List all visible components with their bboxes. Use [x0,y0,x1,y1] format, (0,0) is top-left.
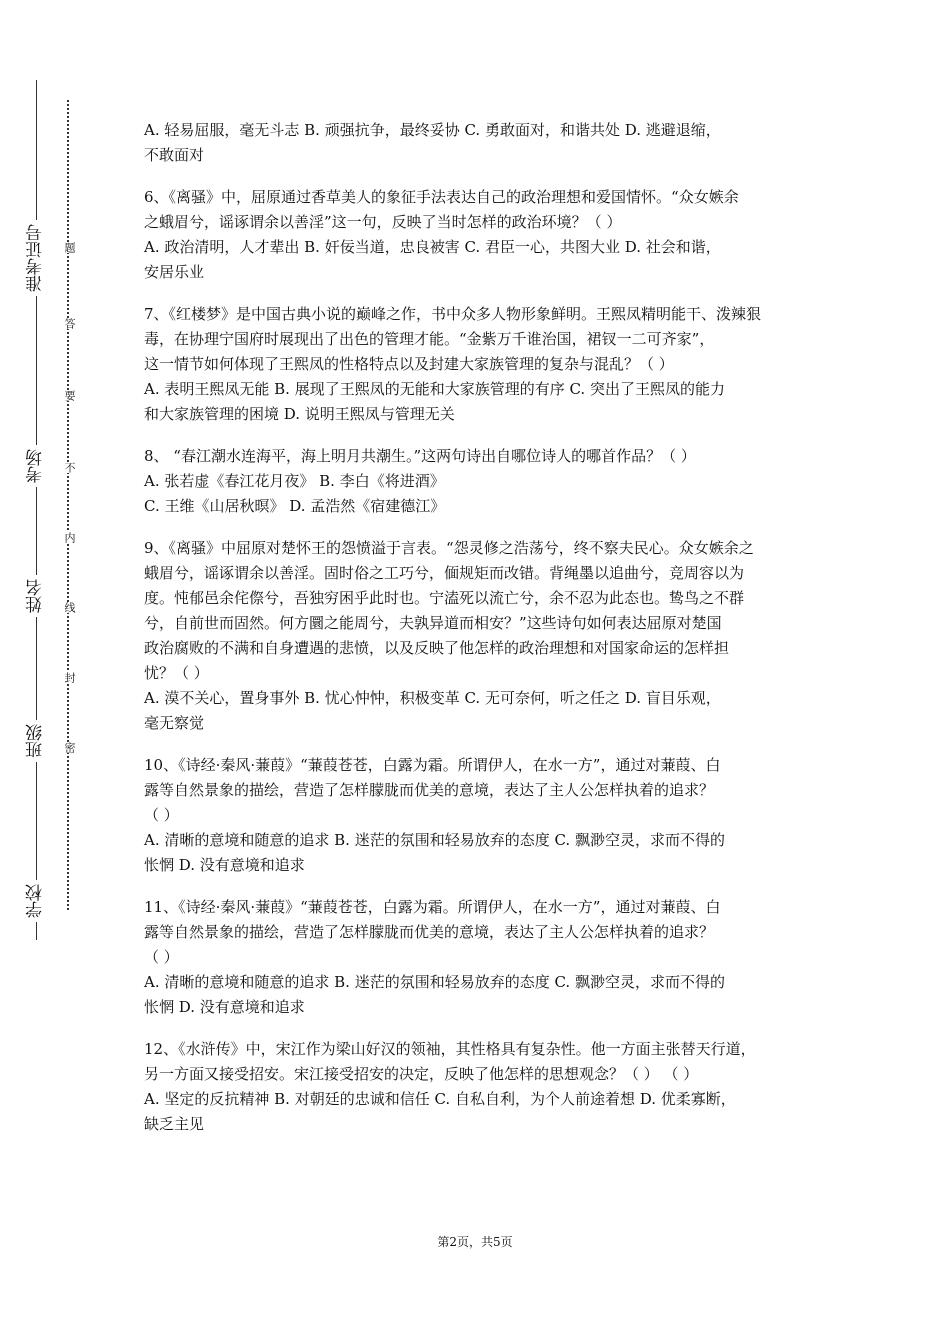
seal-char: 答 [60,318,76,329]
question-line: 11、《诗经·秦风·蒹葭》“蒹葭苍苍，白露为霜。所谓伊人，在水一方”，通过对蒹葭、白 [144,898,721,916]
seal-char: 内 [60,532,76,543]
exam-number-label: 准考证号 [18,220,58,296]
question-10 [144,753,814,878]
question-line: A. 轻易屈服，毫无斗志 B. 顽强抗争，最终妥协 C. 勇敢面对，和谐共处 D. 逃避退缩， [144,121,721,139]
question-line: 这一情节如何体现了王熙凤的性格特点以及封建大家族管理的复杂与混乱？（ ） [144,355,674,373]
question-5-options [144,118,814,168]
question-line: A. 表明王熙凤无能 B. 展现了王熙凤的无能和大家族管理的有序 C. 突出了王熙凤的能力 [144,380,725,398]
question-line: 8、 “春江潮水连海平，海上明月共潮生。”这两句诗出自哪位诗人的哪首作品？（ ） [144,447,696,465]
question-line: 政治腐败的不满和自身遭遇的悲愤，以及反映了他怎样的政治理想和对国家命运的怎样担 [144,639,730,657]
question-line: 怅惘 D. 没有意境和追求 [144,856,305,874]
question-12 [144,1037,814,1137]
question-line: A. 坚定的反抗精神 B. 对朝廷的忠诚和信任 C. 自私自利，为个人前途着想 D. 优柔寡断， [144,1090,736,1108]
question-line: 7、《红楼梦》是中国古典小说的巅峰之作，书中众多人物形象鲜明。王熙凤精明能干、泼辣狠 [144,305,762,323]
name-label: 姓名 [18,575,58,617]
question-line: 毒，在协理宁国府时展现出了出色的管理才能。“金紫万千谁治国，裙钗一二可齐家”， [144,330,715,348]
question-7 [144,302,814,427]
question-line: 不敢面对 [144,146,205,164]
question-line: 忧？（ ） [144,664,209,682]
page-footer: 第2页，共5页 [437,1235,513,1249]
class-label: 班级 [18,720,58,762]
question-line: 6、《离骚》中，屈原通过香草美人的象征手法表达自己的政治理想和爱国情怀。“众女嫉余 [144,188,739,206]
question-9 [144,536,814,736]
seal-char: 题 [60,242,76,253]
seal-char: 要 [60,390,76,401]
question-line: 另一方面又接受招安。宋江接受招安的决定，反映了他怎样的思想观念？（ ） （ ） [144,1065,699,1083]
question-line: 蛾眉兮，谣诼谓余以善淫。固时俗之工巧兮，偭规矩而改错。背绳墨以追曲兮，竞周容以为 [144,564,745,582]
seal-line [60,100,76,910]
question-line: 和大家族管理的困境 D. 说明王熙凤与管理无关 [144,405,455,423]
question-line: 12、《水浒传》中，宋江作为梁山好汉的领袖，其性格具有复杂性。他一方面主张替天行道， [144,1040,756,1058]
question-line: A. 张若虚《春江花月夜》 B. 李白《将进酒》 [144,472,445,490]
seal-char: 不 [60,462,76,473]
question-line: A. 清晰的意境和随意的追求 B. 迷茫的氛围和轻易放弃的态度 C. 飘渺空灵，求而不得的 [144,831,725,849]
question-line: 毫无察觉 [144,714,205,732]
seal-dotted-line [67,100,69,910]
question-line: 露等自然景象的描绘，营造了怎样朦胧而优美的意境，表达了主人公怎样执着的追求？ [144,923,715,941]
question-line: 度。忳郁邑余侘傺兮，吾独穷困乎此时也。宁溘死以流亡兮，余不忍为此态也。鸷鸟之不群 [144,589,745,607]
seal-char: 密 [60,742,76,753]
seal-char: 线 [60,602,76,613]
question-line: 兮，自前世而固然。何方圜之能周兮，夫孰异道而相安？”这些诗句如何表达屈原对楚国 [144,614,722,632]
question-line: A. 漠不关心，置身事外 B. 忧心忡忡，积极变革 C. 无可奈何，听之任之 D. 盲目乐观， [144,689,721,707]
binding-rule [36,80,37,940]
question-line: 10、《诗经·秦风·蒹葭》“蒹葭苍苍，白露为霜。所谓伊人，在水一方”，通过对蒹葭、白 [144,756,721,774]
question-line: A. 政治清明，人才辈出 B. 奸佞当道，忠良被害 C. 君臣一心，共图大业 D. 社会和谐， [144,238,721,256]
question-line: 露等自然景象的描绘，营造了怎样朦胧而优美的意境，表达了主人公怎样执着的追求？ [144,781,715,799]
question-11 [144,895,814,1020]
question-8 [144,444,814,519]
question-line: 9、《离骚》中屈原对楚怀王的怨愤溢于言表。“怨灵修之浩荡兮，终不察夫民心。众女嫉余之 [144,539,754,557]
question-line: （ ） [144,806,179,824]
question-6 [144,185,814,285]
question-line: 缺乏主见 [144,1115,205,1133]
question-line: C. 王维《山居秋暝》 D. 孟浩然《宿建德江》 [144,497,446,515]
question-line: （ ） [144,948,179,966]
question-list [144,118,814,1154]
binding-margin [18,80,58,940]
exam-room-label: 考场 [18,445,58,487]
question-line: 怅惘 D. 没有意境和追求 [144,998,305,1016]
school-label: 学校 [18,880,58,922]
question-line: 之蛾眉兮，谣诼谓余以善淫”这一句，反映了当时怎样的政治环境？（ ） [144,213,622,231]
question-line: A. 清晰的意境和随意的追求 B. 迷茫的氛围和轻易放弃的态度 C. 飘渺空灵，求而不得的 [144,973,725,991]
seal-char: 封 [60,672,76,683]
question-line: 安居乐业 [144,263,205,281]
